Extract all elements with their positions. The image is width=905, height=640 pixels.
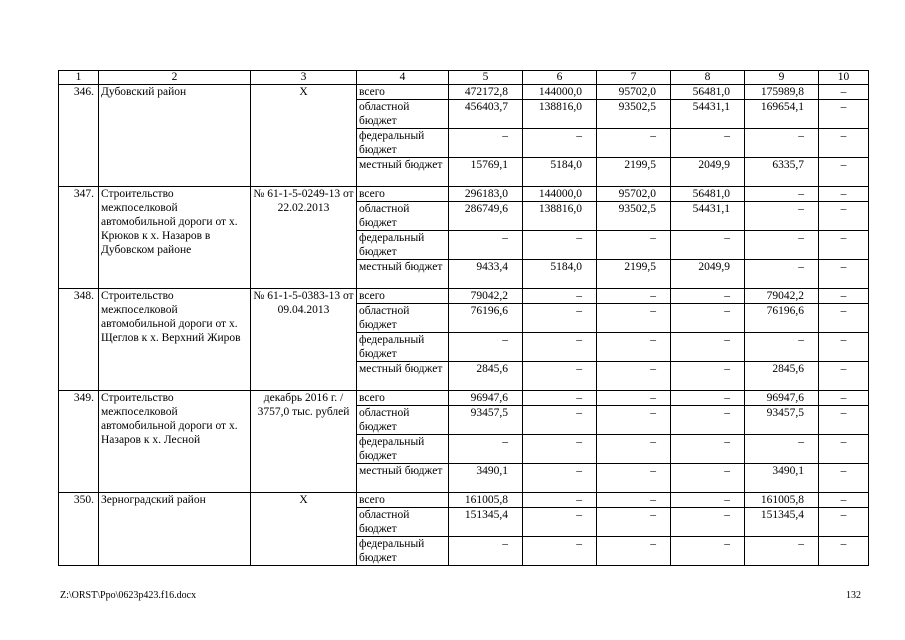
value-cell: 96947,6 — [449, 391, 523, 406]
value-cell: – — [597, 304, 671, 333]
value-cell: – — [671, 362, 745, 391]
table-row — [59, 493, 869, 508]
funding-source: всего — [357, 493, 449, 508]
value-cell: – — [819, 100, 869, 129]
value-cell: – — [819, 304, 869, 333]
budget-table — [58, 70, 869, 566]
row-number: 346. — [59, 85, 99, 187]
value-cell: – — [597, 493, 671, 508]
value-cell: – — [745, 260, 819, 289]
value-cell: – — [523, 508, 597, 537]
funding-source: федеральный бюджет — [357, 435, 449, 464]
value-cell: 5184,0 — [523, 260, 597, 289]
value-cell: – — [671, 406, 745, 435]
value-cell: 96947,6 — [745, 391, 819, 406]
funding-source: областной бюджет — [357, 406, 449, 435]
value-cell: – — [523, 537, 597, 566]
header-cell: 7 — [597, 71, 671, 85]
value-cell: – — [597, 406, 671, 435]
row-number: 348. — [59, 289, 99, 391]
value-cell: – — [671, 537, 745, 566]
value-cell: 79042,2 — [745, 289, 819, 304]
value-cell: – — [597, 508, 671, 537]
value-cell: 175989,8 — [745, 85, 819, 100]
funding-source: областной бюджет — [357, 100, 449, 129]
value-cell: – — [819, 187, 869, 202]
value-cell: – — [819, 202, 869, 231]
row-number: 347. — [59, 187, 99, 289]
object-name: Строительство межпоселковой автомобильной дороги от х. Назаров к х. Лесной — [99, 391, 251, 493]
funding-source: местный бюджет — [357, 464, 449, 493]
value-cell: 6335,7 — [745, 158, 819, 187]
value-cell: – — [819, 260, 869, 289]
page-number: 132 — [846, 590, 861, 601]
value-cell: – — [449, 231, 523, 260]
value-cell: 169654,1 — [745, 100, 819, 129]
funding-source: всего — [357, 391, 449, 406]
value-cell: – — [745, 202, 819, 231]
value-cell: 144000,0 — [523, 85, 597, 100]
value-cell: – — [819, 289, 869, 304]
header-cell: 9 — [745, 71, 819, 85]
value-cell: 95702,0 — [597, 187, 671, 202]
object-name: Строительство межпоселковой автомобильной дороги от х. Крюков к х. Назаров в Дубовском районе — [99, 187, 251, 289]
value-cell: 2845,6 — [449, 362, 523, 391]
value-cell: – — [745, 435, 819, 464]
value-cell: – — [671, 333, 745, 362]
document-ref: декабрь 2016 г. / 3757,0 тыс. рублей — [251, 391, 357, 493]
value-cell: – — [449, 435, 523, 464]
value-cell: – — [597, 333, 671, 362]
value-cell: – — [523, 406, 597, 435]
funding-source: всего — [357, 187, 449, 202]
funding-source: областной бюджет — [357, 202, 449, 231]
value-cell: – — [523, 391, 597, 406]
value-cell: 2199,5 — [597, 158, 671, 187]
header-cell: 3 — [251, 71, 357, 85]
value-cell: – — [523, 129, 597, 158]
value-cell: – — [597, 129, 671, 158]
header-cell: 1 — [59, 71, 99, 85]
value-cell: – — [819, 362, 869, 391]
value-cell: – — [671, 435, 745, 464]
value-cell: 151345,4 — [745, 508, 819, 537]
table-row — [59, 391, 869, 406]
header-cell: 4 — [357, 71, 449, 85]
value-cell: 2049,9 — [671, 158, 745, 187]
value-cell: – — [523, 493, 597, 508]
value-cell: – — [819, 493, 869, 508]
value-cell: – — [597, 362, 671, 391]
table-row — [59, 187, 869, 202]
value-cell: – — [745, 333, 819, 362]
value-cell: 54431,1 — [671, 202, 745, 231]
header-cell: 8 — [671, 71, 745, 85]
value-cell: – — [819, 333, 869, 362]
value-cell: 296183,0 — [449, 187, 523, 202]
value-cell: – — [523, 435, 597, 464]
value-cell: 3490,1 — [745, 464, 819, 493]
header-cell: 6 — [523, 71, 597, 85]
value-cell: – — [671, 464, 745, 493]
value-cell: 161005,8 — [449, 493, 523, 508]
value-cell: 151345,4 — [449, 508, 523, 537]
value-cell: 76196,6 — [745, 304, 819, 333]
document-ref: Х — [251, 85, 357, 187]
funding-source: федеральный бюджет — [357, 129, 449, 158]
funding-source: всего — [357, 289, 449, 304]
value-cell: – — [671, 391, 745, 406]
funding-source: местный бюджет — [357, 260, 449, 289]
object-name: Зерноградский район — [99, 493, 251, 566]
value-cell: 79042,2 — [449, 289, 523, 304]
table-row — [59, 85, 869, 100]
value-cell: – — [819, 231, 869, 260]
value-cell: 5184,0 — [523, 158, 597, 187]
value-cell: – — [597, 289, 671, 304]
document-ref: № 61-1-5-0383-13 от 09.04.2013 — [251, 289, 357, 391]
value-cell: 138816,0 — [523, 100, 597, 129]
value-cell: – — [745, 129, 819, 158]
value-cell: – — [671, 231, 745, 260]
value-cell: – — [523, 304, 597, 333]
funding-source: областной бюджет — [357, 304, 449, 333]
value-cell: – — [597, 464, 671, 493]
value-cell: – — [523, 289, 597, 304]
value-cell: 2199,5 — [597, 260, 671, 289]
value-cell: 9433,4 — [449, 260, 523, 289]
value-cell: – — [671, 493, 745, 508]
value-cell: 56481,0 — [671, 85, 745, 100]
funding-source: местный бюджет — [357, 158, 449, 187]
value-cell: – — [597, 231, 671, 260]
value-cell: 56481,0 — [671, 187, 745, 202]
value-cell: – — [597, 537, 671, 566]
value-cell: – — [745, 187, 819, 202]
header-cell: 10 — [819, 71, 869, 85]
value-cell: 93502,5 — [597, 100, 671, 129]
value-cell: – — [671, 304, 745, 333]
header-cell: 2 — [99, 71, 251, 85]
value-cell: – — [745, 231, 819, 260]
funding-source: федеральный бюджет — [357, 537, 449, 566]
value-cell: – — [597, 435, 671, 464]
value-cell: 138816,0 — [523, 202, 597, 231]
funding-source: областной бюджет — [357, 508, 449, 537]
value-cell: 54431,1 — [671, 100, 745, 129]
header-row — [59, 71, 869, 85]
value-cell: 3490,1 — [449, 464, 523, 493]
value-cell: – — [449, 537, 523, 566]
value-cell: 93502,5 — [597, 202, 671, 231]
value-cell: 76196,6 — [449, 304, 523, 333]
value-cell: – — [597, 391, 671, 406]
value-cell: – — [819, 508, 869, 537]
value-cell: – — [523, 362, 597, 391]
header-cell: 5 — [449, 71, 523, 85]
value-cell: – — [523, 231, 597, 260]
object-name: Строительство межпоселковой автомобильной дороги от х. Щеглов к х. Верхний Жиров — [99, 289, 251, 391]
value-cell: 2845,6 — [745, 362, 819, 391]
value-cell: 93457,5 — [745, 406, 819, 435]
document-ref: Х — [251, 493, 357, 566]
value-cell: – — [819, 406, 869, 435]
value-cell: – — [523, 464, 597, 493]
value-cell: 93457,5 — [449, 406, 523, 435]
value-cell: – — [819, 85, 869, 100]
value-cell: – — [671, 289, 745, 304]
value-cell: – — [819, 464, 869, 493]
object-name: Дубовский район — [99, 85, 251, 187]
value-cell: 161005,8 — [745, 493, 819, 508]
value-cell: 286749,6 — [449, 202, 523, 231]
file-path: Z:\ORST\Ppo\0623p423.f16.docx — [60, 590, 197, 601]
value-cell: – — [671, 508, 745, 537]
table-row — [59, 289, 869, 304]
funding-source: всего — [357, 85, 449, 100]
funding-source: федеральный бюджет — [357, 231, 449, 260]
value-cell: 472172,8 — [449, 85, 523, 100]
row-number: 350. — [59, 493, 99, 566]
funding-source: федеральный бюджет — [357, 333, 449, 362]
value-cell: – — [523, 333, 597, 362]
value-cell: – — [819, 158, 869, 187]
value-cell: – — [819, 129, 869, 158]
value-cell: – — [819, 435, 869, 464]
value-cell: 456403,7 — [449, 100, 523, 129]
value-cell: – — [671, 129, 745, 158]
document-ref: № 61-1-5-0249-13 от 22.02.2013 — [251, 187, 357, 289]
value-cell: 95702,0 — [597, 85, 671, 100]
row-number: 349. — [59, 391, 99, 493]
value-cell: – — [819, 537, 869, 566]
value-cell: 15769,1 — [449, 158, 523, 187]
value-cell: – — [819, 391, 869, 406]
value-cell: 2049,9 — [671, 260, 745, 289]
value-cell: 144000,0 — [523, 187, 597, 202]
value-cell: – — [449, 333, 523, 362]
value-cell: – — [449, 129, 523, 158]
value-cell: – — [745, 537, 819, 566]
funding-source: местный бюджет — [357, 362, 449, 391]
